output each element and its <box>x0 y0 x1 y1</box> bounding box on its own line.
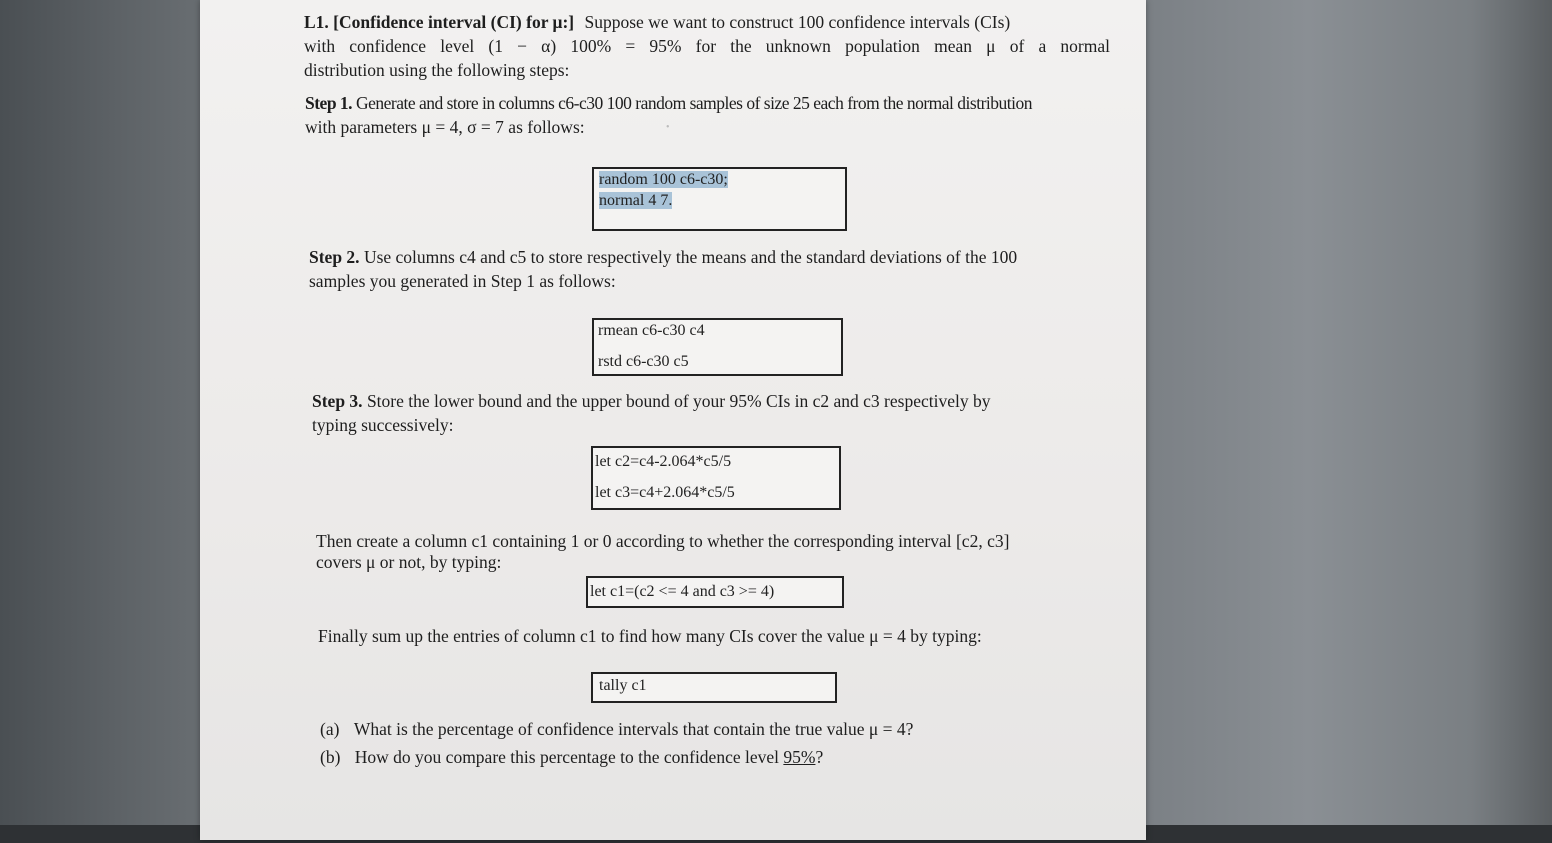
step2-label: Step 2. <box>309 247 360 267</box>
intro-line-2: with confidence level (1 − α) 100% = 95% for the unknown population mean μ of a normal <box>304 36 1110 56</box>
step2-line-2: samples you generated in Step 1 as follows: <box>309 271 616 291</box>
problem-heading: L1. [Confidence interval (CI) for μ:] <box>304 12 575 32</box>
then-code-box <box>586 576 844 608</box>
problem-heading-line <box>304 11 1010 34</box>
speck-mark: • <box>666 122 670 133</box>
step2-line-1 <box>309 246 1017 269</box>
step1-code-2: normal 4 7. <box>599 192 673 209</box>
intro-line-1: Suppose we want to construct 100 confidence intervals (CIs) <box>584 12 1011 32</box>
step3-line-1 <box>312 390 990 413</box>
finally-code-box <box>591 672 837 703</box>
then-line-2: covers μ or not, by typing: <box>316 552 502 572</box>
step1-label: Step 1. <box>305 93 353 113</box>
question-a-label: (a) <box>320 719 340 739</box>
finally-code: tally c1 <box>599 677 647 694</box>
step3-code-box <box>591 446 841 510</box>
step1-code-1: random 100 c6-c30; <box>599 171 728 188</box>
intro-line-3: distribution using the following steps: <box>304 60 570 80</box>
finally-line: Finally sum up the entries of column c1 to find how many CIs cover the value μ = 4 by typing: <box>318 626 982 646</box>
background-desk-right <box>1146 0 1552 843</box>
step2-text: Use columns c4 and c5 to store respectively the means and the standard deviations of the 100 <box>363 247 1018 267</box>
step1-code-line-2 <box>599 192 672 210</box>
question-b-label: (b) <box>320 747 341 767</box>
question-b-text-after: ? <box>815 747 824 767</box>
paper-sheet <box>200 0 1146 840</box>
step3-text: Store the lower bound and the upper bound of your 95% CIs in c2 and c3 respectively by <box>366 391 991 411</box>
step2-code-box <box>592 318 843 376</box>
step1-code-box <box>592 167 847 231</box>
question-a-text: What is the percentage of confidence intervals that contain the true value μ = 4? <box>353 719 914 739</box>
question-b <box>320 746 823 769</box>
step2-code-1: rmean c6-c30 c4 <box>598 322 705 339</box>
step1-line-2: with parameters μ = 4, σ = 7 as follows: <box>305 117 585 137</box>
then-line-1: Then create a column c1 containing 1 or 0 according to whether the corresponding interval [c2, c3] <box>316 531 1010 551</box>
question-b-text-before: How do you compare this percentage to the confidence level <box>354 747 784 767</box>
step1-code-line-1 <box>599 171 728 189</box>
step1-line-1 <box>305 92 1032 115</box>
question-b-text <box>355 747 823 767</box>
step3-code-1: let c2=c4-2.064*c5/5 <box>595 453 732 470</box>
then-code: let c1=(c2 <= 4 and c3 >= 4) <box>590 583 775 600</box>
step2-code-2: rstd c6-c30 c5 <box>598 353 689 370</box>
step1-text: Generate and store in columns c6-c30 100 random samples of size 25 each from the normal distribution <box>355 93 1032 113</box>
step3-label: Step 3. <box>312 391 363 411</box>
question-a <box>320 718 913 741</box>
question-b-underlined: 95% <box>783 747 816 767</box>
step3-code-2: let c3=c4+2.064*c5/5 <box>595 484 735 501</box>
step3-line-2: typing successively: <box>312 415 454 435</box>
